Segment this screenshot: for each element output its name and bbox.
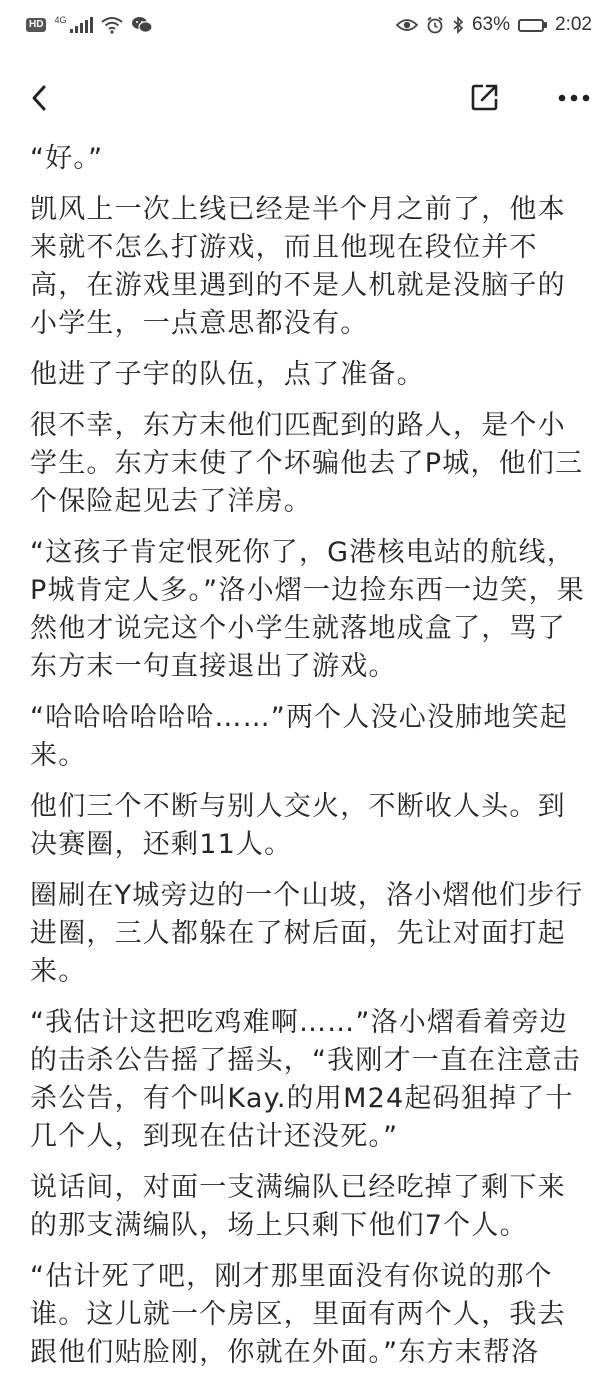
back-button[interactable] bbox=[24, 82, 56, 114]
share-button[interactable] bbox=[468, 80, 502, 114]
article-body bbox=[30, 140, 590, 1385]
status-bar bbox=[0, 0, 616, 50]
paragraph: “这孩子肯定恨死你了，G港核电站的航线，P城肯定人多。”洛小熠一边捡东西一边笑，果然他才说完这个小学生就落地成盒了，骂了东方末一句直接退出了游戏。 bbox=[30, 537, 585, 682]
paragraph: 圈刷在Y城旁边的一个山坡，洛小熠他们步行进圈，三人都躲在了树后面，先让对面打起来。 bbox=[30, 880, 584, 987]
battery-icon bbox=[518, 19, 547, 32]
paragraph: “哈哈哈哈哈哈……”两个人没心没肺地笑起来。 bbox=[30, 702, 568, 771]
share-external-icon bbox=[470, 82, 500, 112]
clock-time: 2:02 bbox=[555, 14, 592, 35]
paragraph: “估计死了吧，刚才那里面没有你说的那个谁。这儿就一个房区，里面有两个人，我去跟他们贴脸刚，你就在外面。”东方末帮洛 bbox=[30, 1261, 566, 1368]
paragraph: “我估计这把吃鸡难啊……”洛小熠看着旁边的击杀公告摇了摇头，“我刚才一直在注意击杀公告，有个叫Kay.的用M24起码狙掉了十几个人，到现在估计还没死。” bbox=[30, 1007, 581, 1152]
paragraph: 说话间，对面一支满编队已经吃掉了剩下来的那支满编队，场上只剩下他们7个人。 bbox=[30, 1172, 566, 1241]
more-dots-icon bbox=[558, 94, 590, 102]
bluetooth-icon bbox=[452, 16, 464, 34]
status-right-group bbox=[396, 14, 592, 36]
hd-voice-badge: HD bbox=[26, 18, 46, 32]
cell-signal-icon bbox=[70, 17, 93, 33]
paragraph: “好。” bbox=[30, 143, 104, 174]
alarm-icon bbox=[426, 16, 444, 34]
paragraph: 他进了子宇的队伍，点了准备。 bbox=[30, 359, 425, 390]
wifi-icon bbox=[101, 16, 123, 34]
status-left-group bbox=[26, 16, 153, 34]
paragraph: 他们三个不断与别人交火，不断收人头。到决赛圈，还剩11人。 bbox=[30, 791, 566, 860]
network-type-label: 4G bbox=[54, 15, 67, 25]
more-options-button[interactable] bbox=[556, 82, 592, 114]
eye-comfort-icon bbox=[396, 17, 418, 33]
top-toolbar bbox=[0, 70, 616, 126]
wechat-icon bbox=[131, 16, 153, 34]
battery-percent: 63% bbox=[471, 14, 511, 35]
paragraph: 很不幸，东方末他们匹配到的路人，是个小学生。东方末使了个坏骗他去了P城，他们三个保险起见去了洋房。 bbox=[30, 410, 584, 517]
paragraph: 凯风上一次上线已经是半个月之前了，他本来就不怎么打游戏，而且他现在段位并不高，在游戏里遇到的不是人机就是没脑子的小学生，一点意思都没有。 bbox=[30, 194, 566, 339]
chevron-left-icon bbox=[30, 84, 50, 112]
